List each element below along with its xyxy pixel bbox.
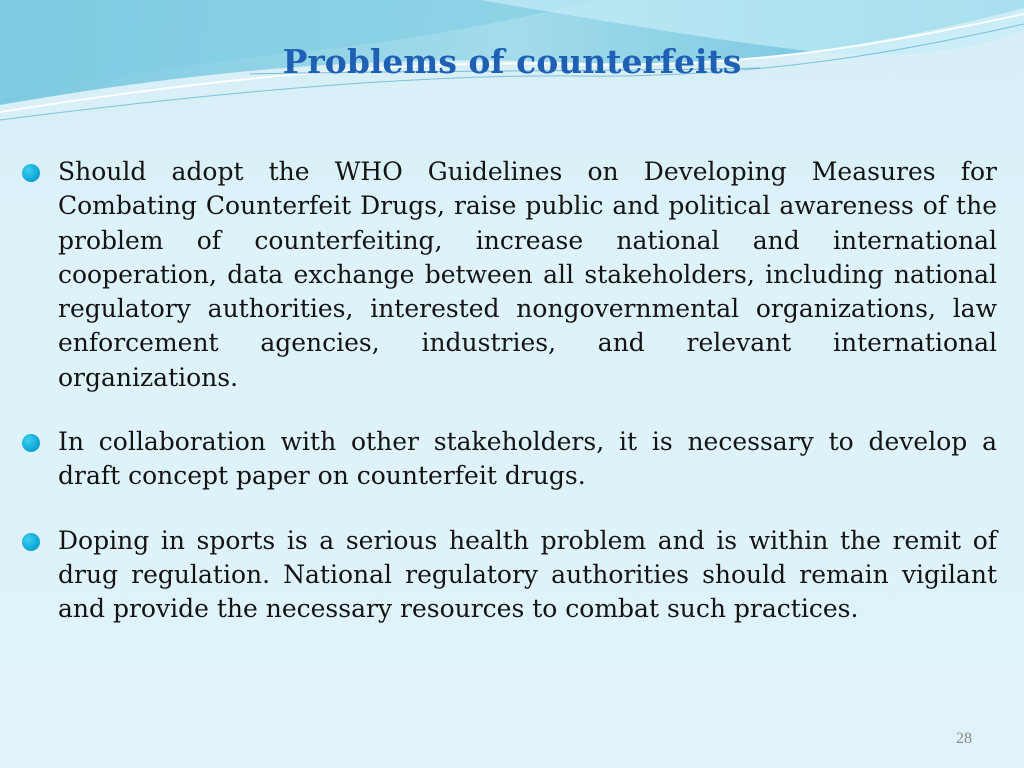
bullet-text: Should adopt the WHO Guidelines on Developing Measures for Combating Counterfeit Drugs, raise public and political awareness of the problem of counterfeiting, increase national and international cooperation, data exchange between all stakeholders, including national regulatory authorities, interested nongovernmental organizations, law enforcement agencies, industries, and relevant international organizations.	[58, 157, 997, 392]
page-number: 28	[956, 730, 972, 747]
bullet-dot-icon	[22, 164, 40, 182]
slide-title: Problems of counterfeits	[282, 42, 742, 81]
bullet-text: Doping in sports is a serious health problem and is within the remit of drug regulation. National regulatory authorities should remain vigilant and provide the necessary resources to combat such practices.	[58, 525, 997, 624]
bullet-item	[22, 425, 997, 494]
bullet-item	[22, 155, 997, 395]
bullet-list	[22, 155, 997, 657]
bullet-dot-icon	[22, 434, 40, 452]
bullet-dot-icon	[22, 533, 40, 551]
bullet-text: In collaboration with other stakeholders, it is necessary to develop a draft concept paper on counterfeit drugs.	[58, 427, 997, 491]
bullet-item	[22, 524, 997, 627]
